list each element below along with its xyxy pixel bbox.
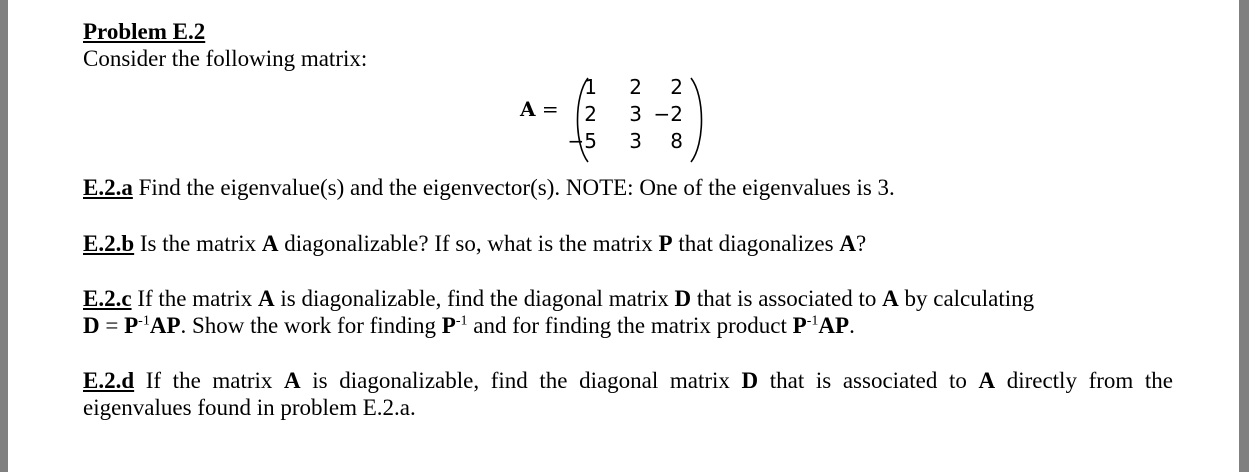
part-c-text: by calculating <box>898 286 1035 311</box>
matrix-cell: 2 <box>670 75 683 99</box>
part-d-text: that is associated to <box>758 368 979 393</box>
part-a <box>83 174 1173 201</box>
matrix-cell: −2 <box>653 102 683 126</box>
part-b-text: diagonalizable? If so, what is the matrix <box>278 231 659 256</box>
part-b-text: that diagonalizes <box>672 231 840 256</box>
math-symbol: A <box>978 368 996 393</box>
superscript: -1 <box>138 313 150 329</box>
part-c-text: If the matrix <box>131 286 259 311</box>
part-d-text: is diagonalizable, find the diagonal matrix <box>300 368 742 393</box>
math-symbol: A <box>261 231 279 256</box>
problem-content <box>83 18 1173 421</box>
matrix-label <box>520 96 559 123</box>
problem-intro: Consider the following matrix: <box>83 46 368 71</box>
part-b-text: ? <box>855 231 867 256</box>
part-c-text: that is associated to <box>691 286 883 311</box>
part-d-label: E.2.d <box>83 368 135 393</box>
math-symbol: D <box>674 286 692 311</box>
matrix-name: A <box>520 97 536 121</box>
part-d-text: directly from the eigenvalues found in problem E.2.a. <box>83 368 1173 420</box>
part-b-text: Is the matrix <box>134 231 262 256</box>
part-c-text: = <box>99 313 125 338</box>
math-symbol: A <box>882 286 899 311</box>
math-symbol: D <box>83 313 100 338</box>
part-c-label: E.2.c <box>83 286 132 311</box>
math-symbol: P <box>441 313 456 338</box>
math-symbol: AP <box>818 313 850 338</box>
right-parenthesis <box>687 76 709 164</box>
matrix-cell: 2 <box>629 75 642 99</box>
part-c-text: . Show the work for finding <box>180 313 442 338</box>
part-a-label: E.2.a <box>83 175 133 200</box>
matrix-equation <box>83 72 1173 168</box>
matrix-cell: −5 <box>567 129 597 153</box>
part-c-text: and for finding the matrix product <box>467 313 793 338</box>
superscript: -1 <box>806 313 819 329</box>
part-a-text: Find the eigenvalue(s) and the eigenvector(s). NOTE: One of the eigenvalues is 3. <box>132 175 895 200</box>
math-symbol: P <box>792 313 807 338</box>
part-c <box>83 285 1173 339</box>
math-symbol: AP <box>149 313 181 338</box>
part-b <box>83 230 1173 257</box>
part-c-line-2 <box>83 312 1173 339</box>
part-d-text: If the matrix <box>134 368 285 393</box>
problem-title: Problem E.2 <box>83 19 206 44</box>
matrix-cell: 3 <box>629 102 642 126</box>
document-page <box>8 0 1239 472</box>
math-symbol: A <box>258 286 275 311</box>
part-c-text: . <box>849 313 855 338</box>
part-c-line-1 <box>83 285 1173 312</box>
math-symbol: P <box>124 313 139 338</box>
matrix-cell: 8 <box>670 129 683 153</box>
matrix-equals: = <box>535 97 559 121</box>
math-symbol: D <box>741 368 759 393</box>
part-b-label: E.2.b <box>83 231 135 256</box>
matrix-cell: 3 <box>629 129 642 153</box>
part-c-text: is diagonalizable, find the diagonal matrix <box>274 286 675 311</box>
math-symbol: A <box>284 368 301 393</box>
matrix-cell: 1 <box>584 75 597 99</box>
math-symbol: A <box>839 231 856 256</box>
part-d <box>83 367 1173 421</box>
superscript: -1 <box>455 313 468 329</box>
math-symbol: P <box>658 231 673 256</box>
matrix-cell: 2 <box>584 102 597 126</box>
